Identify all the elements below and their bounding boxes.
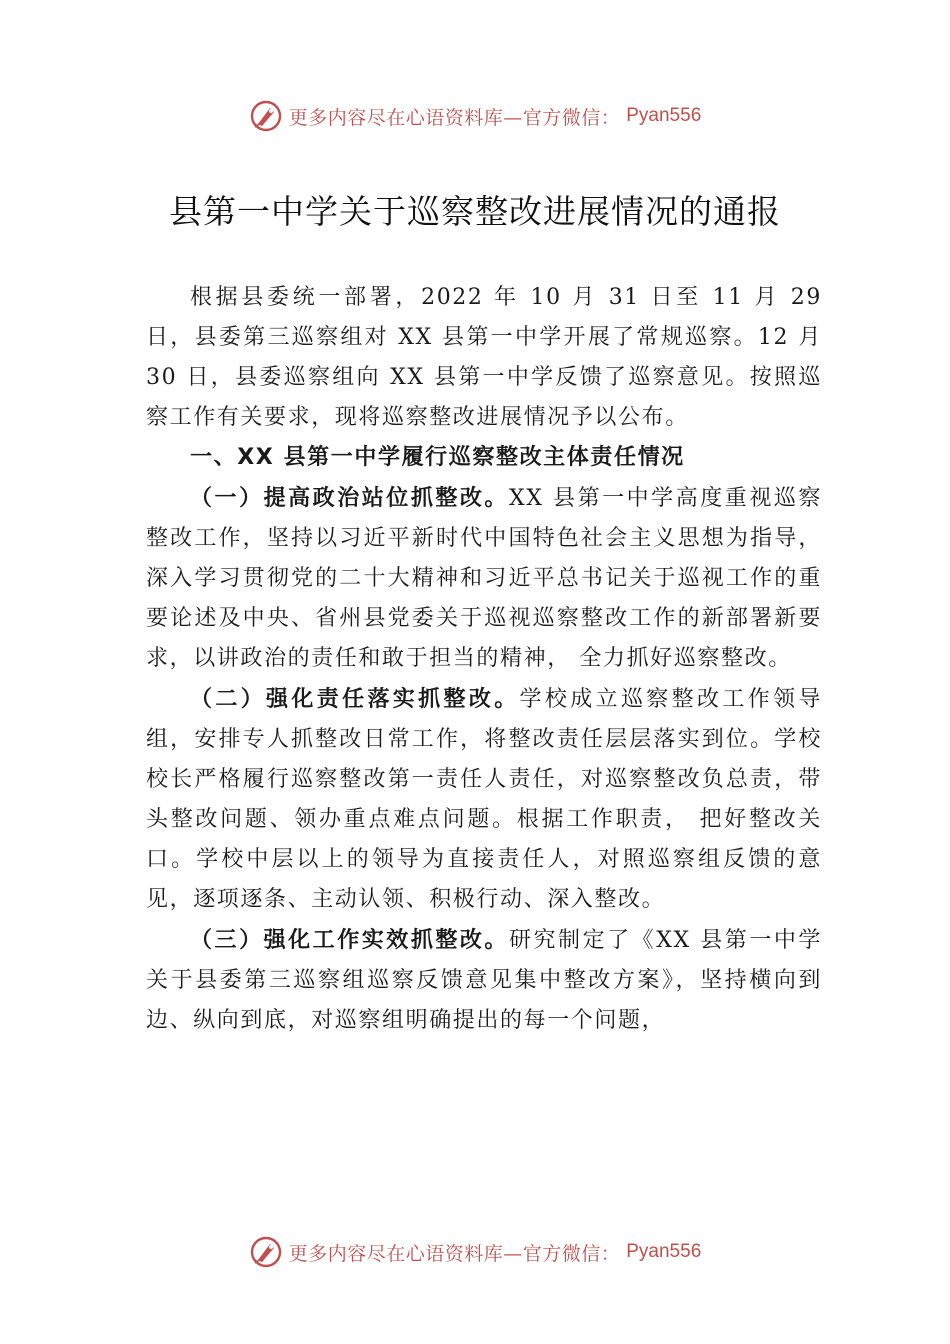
paragraph-two	[146, 679, 822, 920]
paragraph-two-heading: （二）强化责任落实抓整改。	[190, 686, 520, 712]
document-body	[146, 278, 822, 1041]
intro-paragraph: 根据县委统一部署，2022 年 10 月 31 日至 11 月 29 日，县委第三巡察组对 XX 县第一中学开展了常规巡察。12 月 30 日，县委巡察组向 XX 县第一中学反馈了巡察意见。按照巡察工作有关要求，现将巡察整改进展情况予以公布。	[146, 285, 822, 430]
paragraph-one-heading: （一）提高政治站位抓整改。	[190, 485, 509, 511]
section-heading: 一、XX 县第一中学履行巡察整改主体责任情况	[190, 445, 685, 470]
paragraph-one-body: XX 县第一中学高度重视巡察整改工作，坚持以习近平新时代中国特色社会主义思想为指导，深入学习贯彻党的二十大精神和习近平总书记关于巡视工作的重要论述及中央、省州县党委关于巡视巡察整改工作的新部署新要求，以讲政治的责任和敢于担当的精神， 全力抓好巡察整改。	[146, 486, 823, 671]
document-title: 县第一中学关于巡察整改进展情况的通报	[169, 192, 781, 231]
paragraph-three-heading: （三）强化工作实效抓整改。	[190, 927, 509, 953]
paragraph-three-body: 研究制定了《XX 县第一中学关于县委第三巡察组巡察反馈意见集中整改方案》，坚持横向到边、纵向到底，对巡察组明确提出的每一个问题，	[146, 928, 823, 1033]
paragraph-three	[146, 920, 822, 1041]
pen-nib-logo-icon	[249, 99, 283, 133]
watermark-text: 更多内容尽在心语资料库—官方微信：	[288, 1242, 621, 1265]
watermark-header	[0, 96, 950, 136]
watermark-text: 更多内容尽在心语资料库—官方微信：	[288, 106, 621, 129]
paragraph-two-body: 学校成立巡察整改工作领导组，安排专人抓整改日常工作，将整改责任层层落实到位。学校校长严格履行巡察整改第一责任人责任，对巡察整改负总责，带头整改问题、领办重点难点问题。根据工作职责， 把好整改关口。学校中层以上的领导为直接责任人，对照巡察组反馈的意见，逐项逐条、主动认领、积极行动、深入整改。	[146, 687, 822, 912]
watermark-wechat-id: Pyan556	[626, 105, 702, 126]
paragraph-one	[146, 478, 822, 679]
watermark-footer	[0, 1232, 950, 1272]
watermark-wechat-id: Pyan556	[626, 1241, 702, 1262]
pen-nib-logo-icon	[249, 1235, 283, 1269]
